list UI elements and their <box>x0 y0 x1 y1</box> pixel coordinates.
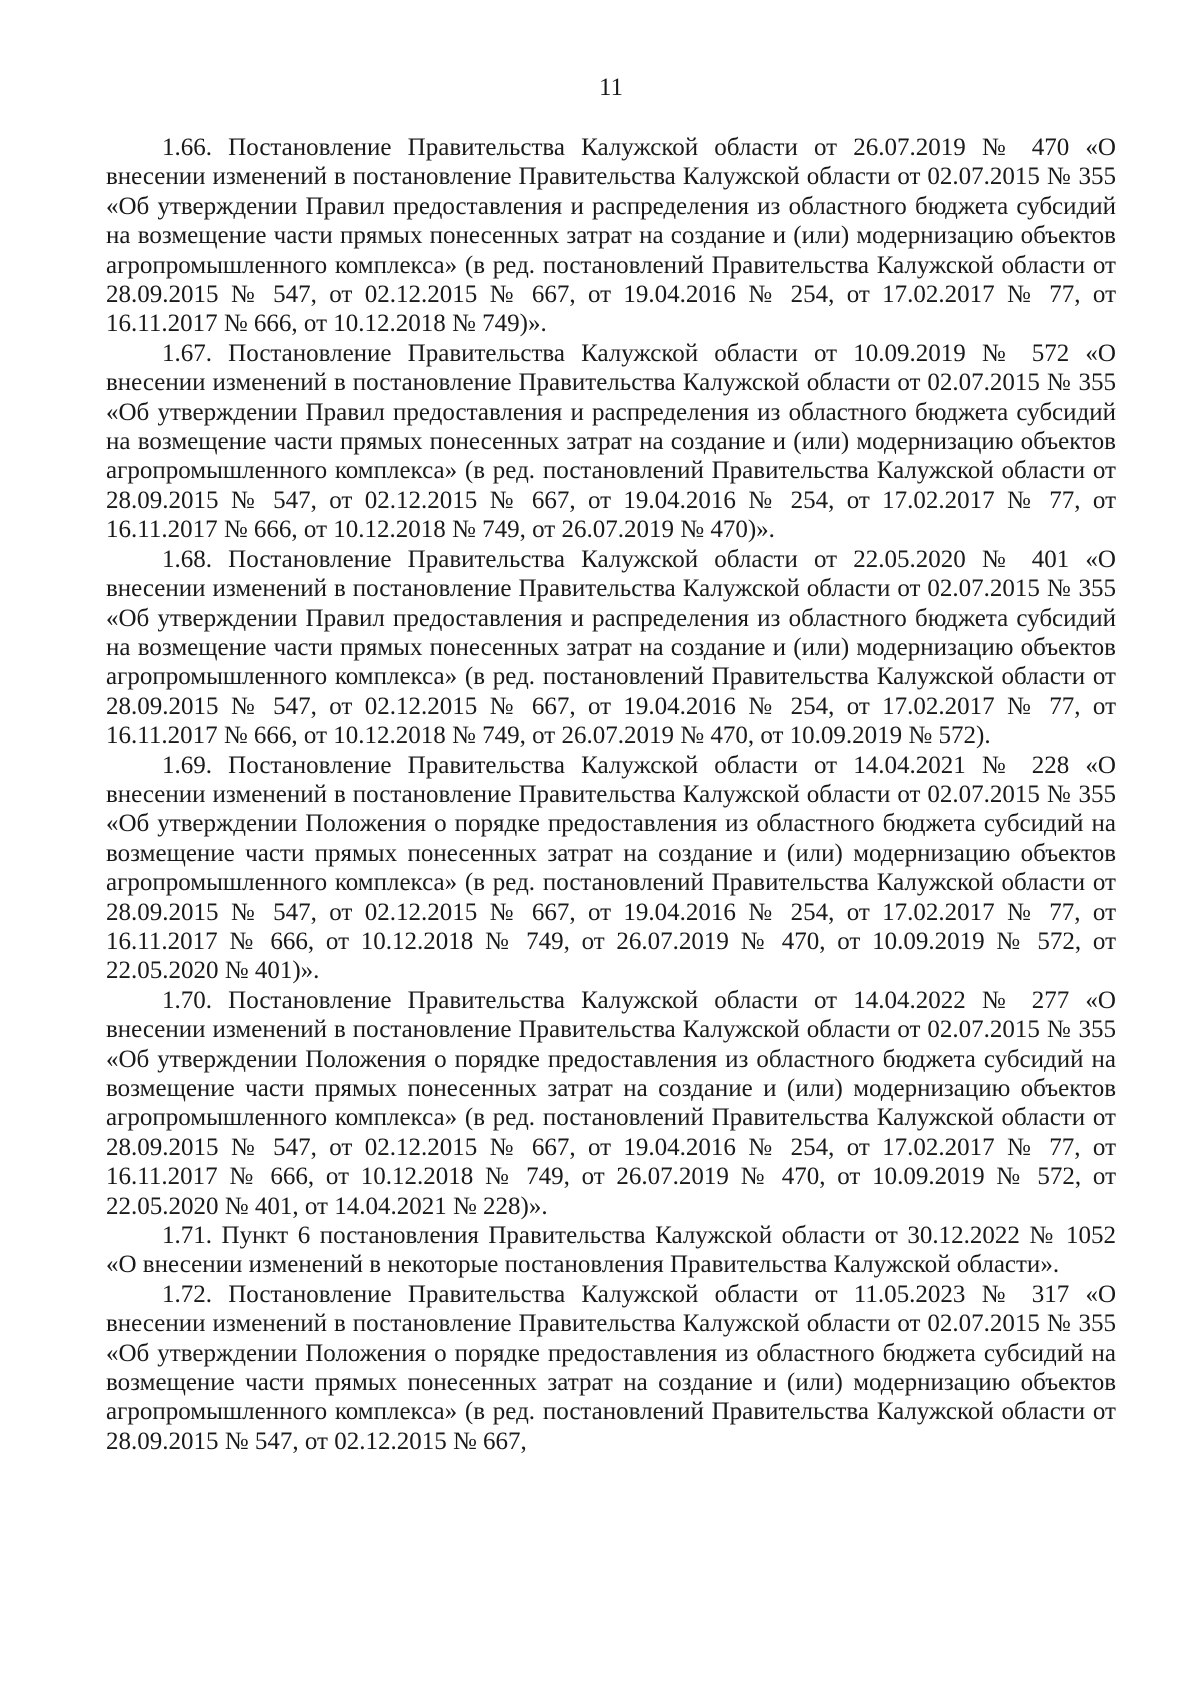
paragraph-1-70: 1.70. Постановление Правительства Калужской области от 14.04.2022 № 277 «О внесении изменений в постановление Правительства Калужской области от 02.07.2015 № 355 «Об утверждении Положения о порядке предоставления из областного бюджета субсидий на возмещение части прямых понесенных затрат на создание и (или) модернизацию объектов агропромышленного комплекса» (в ред. постановлений Правительства Калужской области от 28.09.2015 № 547, от 02.12.2015 № 667, от 19.04.2016 № 254, от 17.02.2017 № 77, от 16.11.2017 № 666, от 10.12.2018 № 749, от 26.07.2019 № 470, от 10.09.2019 № 572, от 22.05.2020 № 401, от 14.04.2021 № 228)». <box>106 986 1116 1220</box>
paragraph-1-66: 1.66. Постановление Правительства Калужской области от 26.07.2019 № 470 «О внесении изменений в постановление Правительства Калужской области от 02.07.2015 № 355 «Об утверждении Правил предоставления и распределения из областного бюджета субсидий на возмещение части прямых понесенных затрат на создание и (или) модернизацию объектов агропромышленного комплекса» (в ред. постановлений Правительства Калужской области от 28.09.2015 № 547, от 02.12.2015 № 667, от 19.04.2016 № 254, от 17.02.2017 № 77, от 16.11.2017 № 666, от 10.12.2018 № 749)». <box>106 134 1116 338</box>
document-body <box>106 133 1116 1456</box>
paragraph-1-71: 1.71. Пункт 6 постановления Правительства Калужской области от 30.12.2022 № 1052 «О внесении изменений в некоторые постановления Правительства Калужской области». <box>106 1222 1116 1279</box>
paragraph-1-69: 1.69. Постановление Правительства Калужской области от 14.04.2021 № 228 «О внесении изменений в постановление Правительства Калужской области от 02.07.2015 № 355 «Об утверждении Положения о порядке предоставления из областного бюджета субсидий на возмещение части прямых понесенных затрат на создание и (или) модернизацию объектов агропромышленного комплекса» (в ред. постановлений Правительства Калужской области от 28.09.2015 № 547, от 02.12.2015 № 667, от 19.04.2016 № 254, от 17.02.2017 № 77, от 16.11.2017 № 666, от 10.12.2018 № 749, от 26.07.2019 № 470, от 10.09.2019 № 572, от 22.05.2020 № 401)». <box>106 751 1116 985</box>
paragraph-1-68: 1.68. Постановление Правительства Калужской области от 22.05.2020 № 401 «О внесении изменений в постановление Правительства Калужской области от 02.07.2015 № 355 «Об утверждении Правил предоставления и распределения из областного бюджета субсидий на возмещение части прямых понесенных затрат на создание и (или) модернизацию объектов агропромышленного комплекса» (в ред. постановлений Правительства Калужской области от 28.09.2015 № 547, от 02.12.2015 № 667, от 19.04.2016 № 254, от 17.02.2017 № 77, от 16.11.2017 № 666, от 10.12.2018 № 749, от 26.07.2019 № 470, от 10.09.2019 № 572). <box>106 545 1116 750</box>
paragraph-1-72: 1.72. Постановление Правительства Калужской области от 11.05.2023 № 317 «О внесении изменений в постановление Правительства Калужской области от 02.07.2015 № 355 «Об утверждении Положения о порядке предоставления из областного бюджета субсидий на возмещение части прямых понесенных затрат на создание и (или) модернизацию объектов агропромышленного комплекса» (в ред. постановлений Правительства Калужской области от 28.09.2015 № 547, от 02.12.2015 № 667, <box>106 1280 1116 1455</box>
page-number: 11 <box>598 74 624 101</box>
paragraph-1-67: 1.67. Постановление Правительства Калужской области от 10.09.2019 № 572 «О внесении изменений в постановление Правительства Калужской области от 02.07.2015 № 355 «Об утверждении Правил предоставления и распределения из областного бюджета субсидий на возмещение части прямых понесенных затрат на создание и (или) модернизацию объектов агропромышленного комплекса» (в ред. постановлений Правительства Калужской области от 28.09.2015 № 547, от 02.12.2015 № 667, от 19.04.2016 № 254, от 17.02.2017 № 77, от 16.11.2017 № 666, от 10.12.2018 № 749, от 26.07.2019 № 470)». <box>106 339 1116 544</box>
document-page <box>106 0 1116 1697</box>
